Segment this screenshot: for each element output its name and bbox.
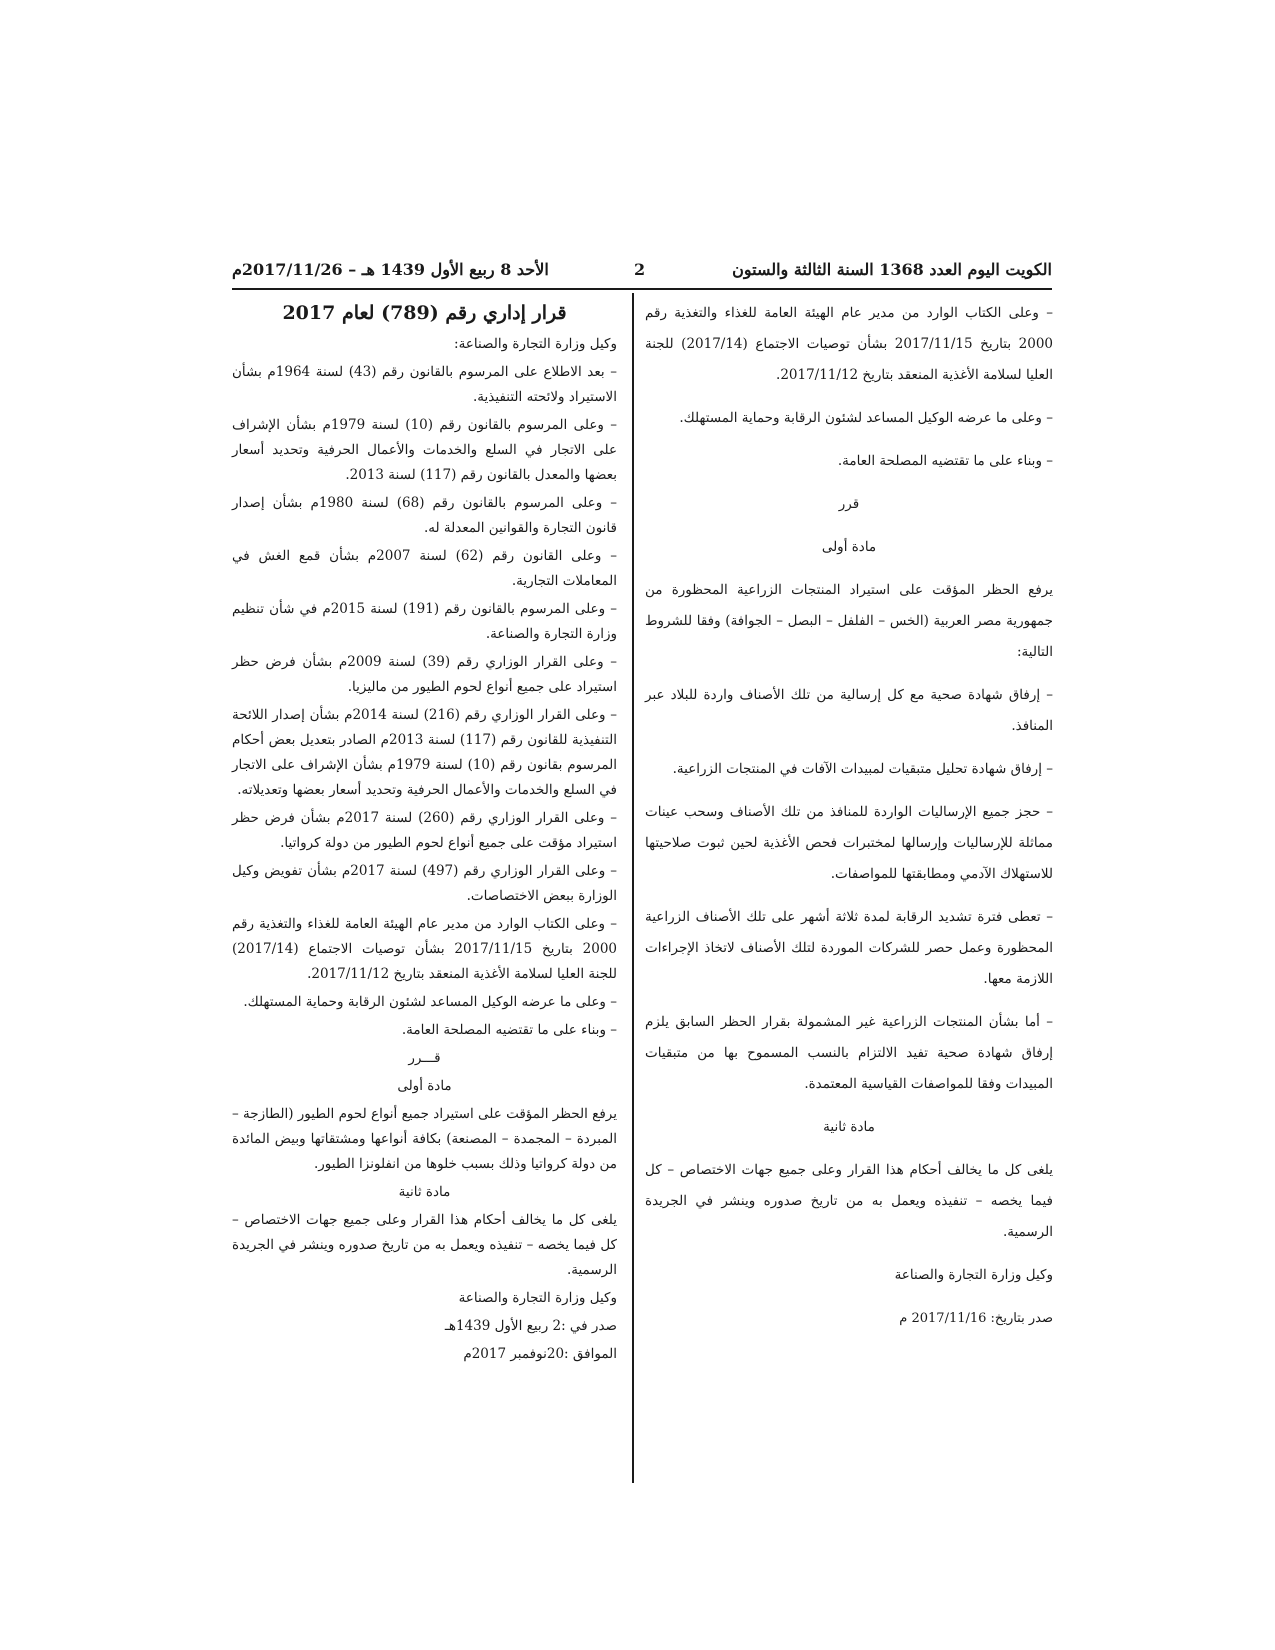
- signature: وكيل وزارة التجارة والصناعة: [894, 1267, 1053, 1283]
- paragraph: – وعلى القانون رقم (62) لسنة 2007م بشأن قمع الغش في المعاملات التجارية.: [232, 548, 618, 589]
- issue-date: صدر بتاريخ: 2017/11/16 م: [899, 1311, 1053, 1326]
- paragraph: – وعلى الكتاب الوارد من مدير عام الهيئة العامة للغذاء والتغذية رقم 2000 بتاريخ 2017/11/15 بشأن توصيات الاجتماع (2017/14) للجنة العليا لسلامة الأغذية المنعقد بتاريخ 2017/11/12.: [645, 305, 1053, 383]
- paragraph: يلغى كل ما يخالف أحكام هذا القرار وعلى جميع جهات الاختصاص – كل فيما يخصه – تنفيذه ويعمل به من تاريخ صدوره وينشر في الجريدة الرسمية.: [645, 1162, 1053, 1240]
- header-date: الأحد 8 ربيع الأول 1439 هـ – 2017/11/26م: [232, 260, 549, 279]
- article-heading: مادة ثانية: [398, 1184, 451, 1200]
- column-divider: [632, 293, 634, 1483]
- paragraph: يرفع الحظر المؤقت على استيراد جميع أنواع لحوم الطيور (الطازجة – المبردة – المجمدة – المصنعة) بكافة أنواعها ومشتقاتها وبيض المائدة من دولة كرواتيا وذلك بسبب خلوها من انفلونزا الطيور.: [232, 1106, 617, 1172]
- header-issue-info: الكويت اليوم العدد 1368 السنة الثالثة والستون: [732, 260, 1052, 279]
- decision-heading: قـــرر: [408, 1050, 441, 1066]
- article-heading: مادة أولى: [397, 1078, 452, 1094]
- paragraph: – وعلى القرار الوزاري رقم (216) لسنة 2014م بشأن إصدار اللائحة التنفيذية للقانون رقم (117) لسنة 2013م الصادر بتعديل بعض أحكام المرسوم بقانون رقم (10) لسنة 1979م بشأن الإشراف على الاتجار في السلع والخدمات والأعمال الحرفية وتحديد أسعار بعضها وتعديلاته.: [232, 707, 617, 798]
- decision-title: قرار إداري رقم (789) لعام 2017: [282, 302, 567, 324]
- paragraph: يرفع الحظر المؤقت على استيراد المنتجات الزراعية المحظورة من جمهورية مصر العربية (الخس – الفلفل – البصل – الجوافة) وفقا للشروط التالية:: [645, 582, 1053, 660]
- paragraph: – وعلى المرسوم بالقانون رقم (68) لسنة 1980م بشأن إصدار قانون التجارة والقوانين المعدلة له.: [232, 495, 617, 536]
- article-heading: مادة ثانية: [823, 1119, 875, 1135]
- paragraph: – وبناء على ما تقتضيه المصلحة العامة.: [837, 453, 1053, 469]
- paragraph: – إرفاق شهادة صحية مع كل إرسالية من تلك الأصناف واردة للبلاد عبر المنافذ.: [645, 687, 1053, 734]
- paragraph: – وعلى الكتاب الوارد من مدير عام الهيئة العامة للغذاء والتغذية رقم 2000 بتاريخ 2017/11/15 بشأن توصيات الاجتماع (2017/14) للجنة العليا لسلامة الأغذية المنعقد بتاريخ 2017/11/12.: [232, 916, 617, 982]
- paragraph: – وعلى المرسوم بالقانون رقم (10) لسنة 1979م بشأن الإشراف على الاتجار في السلع والخدمات والأعمال الحرفية وتحديد أسعار بعضها والمعدل بالقانون رقم (117) لسنة 2013.: [232, 417, 617, 483]
- right-column: [645, 298, 1053, 1346]
- left-column: [232, 298, 617, 1370]
- paragraph: – وعلى ما عرضه الوكيل المساعد لشئون الرقابة وحماية المستهلك.: [243, 994, 617, 1010]
- intro-line: وكيل وزارة التجارة والصناعة:: [454, 336, 617, 352]
- issue-date-hijri: صدر في :2 ربيع الأول 1439هـ: [444, 1318, 617, 1334]
- header-page-number: 2: [634, 260, 646, 279]
- paragraph: – بعد الاطلاع على المرسوم بالقانون رقم (43) لسنة 1964م بشأن الاستيراد ولائحته التنفيذية.: [232, 364, 617, 405]
- paragraph: – تعطى فترة تشديد الرقابة لمدة ثلاثة أشهر على تلك الأصناف الزراعية المحظورة وعمل حصر للشركات الموردة لتلك الأصناف لاتخاذ الإجراءات اللازمة معها.: [645, 909, 1053, 987]
- paragraph: – وبناء على ما تقتضيه المصلحة العامة.: [401, 1022, 617, 1038]
- paragraph: – إرفاق شهادة تحليل متبقيات لمبيدات الآفات في المنتجات الزراعية.: [672, 761, 1053, 777]
- paragraph: يلغى كل ما يخالف أحكام هذا القرار وعلى جميع جهات الاختصاص – كل فيما يخصه – تنفيذه ويعمل به من تاريخ صدوره وينشر في الجريدة الرسمية.: [232, 1212, 617, 1278]
- paragraph: – حجز جميع الإرساليات الواردة للمنافذ من تلك الأصناف وسحب عينات مماثلة للإرساليات وإرسالها لمختبرات فحص الأغذية لحين ثبوت صلاحيتها للاستهلاك الآدمي ومطابقتها للمواصفات.: [645, 804, 1053, 882]
- paragraph: – وعلى القرار الوزاري رقم (39) لسنة 2009م بشأن فرض حظر استيراد على جميع أنواع لحوم الطيور من ماليزيا.: [232, 654, 617, 695]
- signature: وكيل وزارة التجارة والصناعة: [458, 1290, 617, 1306]
- paragraph: – أما بشأن المنتجات الزراعية غير المشمولة بقرار الحظر السابق يلزم إرفاق شهادة صحية تفيد الالتزام بالنسب المسموح بها من متبقيات المبيدات وفقا للمواصفات القياسية المعتمدة.: [645, 1014, 1053, 1092]
- paragraph: – وعلى ما عرضه الوكيل المساعد لشئون الرقابة وحماية المستهلك.: [679, 410, 1053, 426]
- page-header: [232, 258, 1052, 290]
- issue-date-gregorian: الموافق :20نوفمبر 2017م: [463, 1346, 617, 1362]
- paragraph: – وعلى القرار الوزاري رقم (260) لسنة 2017م بشأن فرض حظر استيراد مؤقت على جميع أنواع لحوم الطيور من دولة كرواتيا.: [232, 810, 617, 851]
- paragraph: – وعلى القرار الوزاري رقم (497) لسنة 2017م بشأن تفويض وكيل الوزارة ببعض الاختصاصات.: [232, 863, 617, 904]
- article-heading: مادة أولى: [821, 539, 877, 555]
- paragraph: – وعلى المرسوم بالقانون رقم (191) لسنة 2015م في شأن تنظيم وزارة التجارة والصناعة.: [232, 601, 617, 642]
- decision-heading: قرر: [838, 496, 860, 512]
